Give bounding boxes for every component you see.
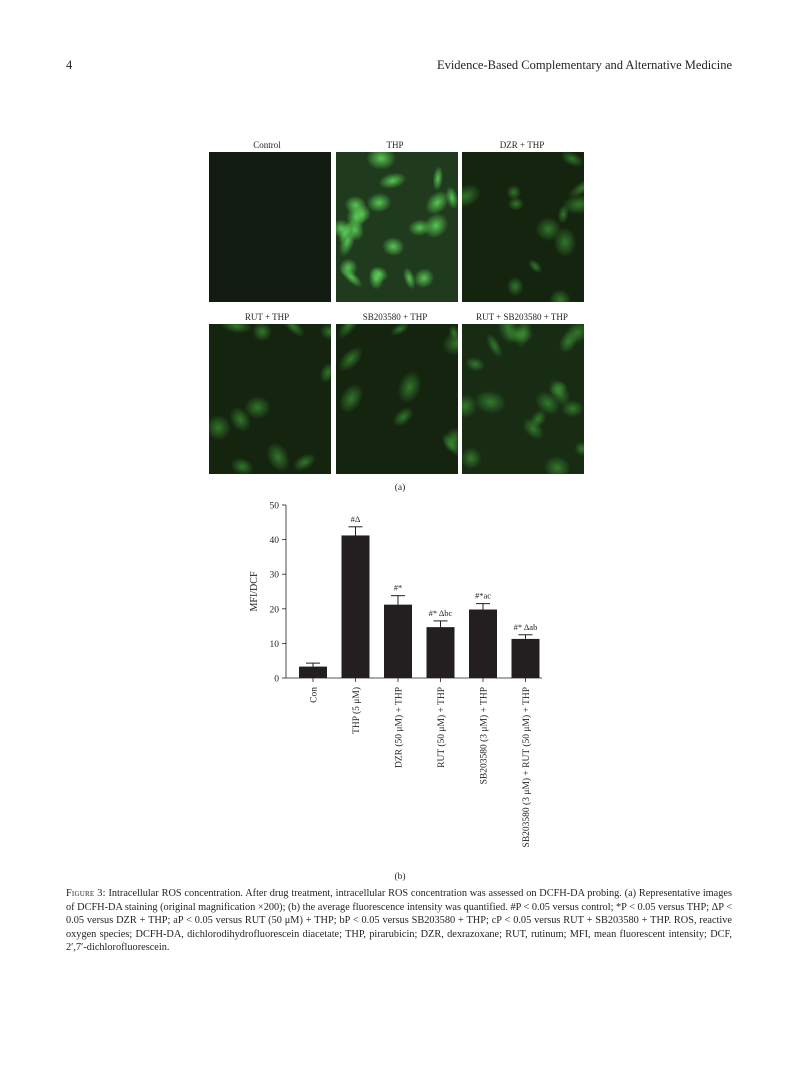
y-tick-label: 30 — [269, 570, 279, 581]
caption-label: Figure 3: — [66, 888, 106, 899]
y-tick-label: 50 — [269, 501, 279, 512]
micrograph-sb-thp — [336, 324, 458, 474]
micrograph-rut-sb-thp — [462, 324, 584, 474]
cell-blob — [369, 268, 384, 290]
running-head: Evidence-Based Complementary and Alternative Medicine — [436, 58, 732, 72]
micrograph-title-sb-thp: SB203580 + THP — [362, 312, 428, 322]
x-tick-label: DZR (50 μM) + THP — [394, 687, 405, 769]
x-tick-label: RUT (50 μM) + THP — [437, 687, 447, 768]
y-tick-label: 10 — [269, 639, 279, 650]
cell-blob — [507, 277, 524, 297]
micrograph-thp — [336, 152, 458, 302]
bar — [512, 639, 540, 678]
bar — [427, 627, 455, 678]
panel-a-label: (a) — [394, 483, 406, 493]
x-tick-label: SB203580 (3 μM) + RUT (50 μM) + THP — [522, 687, 532, 848]
significance-label: #* Δab — [513, 621, 538, 632]
y-tick-label: 20 — [269, 605, 279, 616]
bar — [469, 609, 497, 678]
page-number: 4 — [66, 58, 73, 72]
micrograph-title-control: Control — [253, 140, 281, 150]
bar — [384, 605, 412, 678]
micrograph-rut-thp — [209, 324, 331, 474]
significance-label: #*ac — [474, 590, 492, 601]
x-tick-label: SB203580 (3 μM) + THP — [479, 687, 490, 785]
x-tick-label: THP (5 μM) — [352, 687, 362, 734]
figure-caption — [66, 887, 732, 955]
significance-label: #* — [393, 582, 403, 593]
bar-chart — [230, 495, 560, 870]
y-axis-label: MFI/DCF — [249, 571, 260, 612]
micrograph-title-rut-thp: RUT + THP — [244, 312, 290, 322]
micrograph-title-rut-sb-thp: RUT + SB203580 + THP — [476, 312, 568, 322]
y-tick-label: 40 — [269, 536, 279, 547]
micrograph-dzr-thp — [462, 152, 584, 302]
bar — [299, 667, 327, 678]
micrograph-title-thp: THP — [386, 140, 404, 150]
caption-text: Intracellular ROS concentration. After drug treatment, intracellular ROS concentration was assessed on DCFH-DA probing. (a) Representative images of DCFH-DA staining (original magnification ×200); (b) the average fluorescence intensity was quantified. #P < 0.05 versus control; *P < 0.05 versus THP; ΔP < 0.05 versus DZR + THP; aP < 0.05 versus RUT (50 μM) + THP; bP < 0.05 versus SB203580 + THP; cP < 0.05 versus RUT + SB203580 + THP. ROS, reactive oxygen species; DCFH-DA, dichlorodihydrofluorescein diacetate; THP, pirarubicin; DZR, dexrazoxane; RUT, rutinum; MFI, mean fluorescent intensity; DCF, 2′,7′-dichlorofluorescein. — [66, 888, 732, 954]
micrograph-control — [209, 152, 331, 302]
micrograph-title-dzr-thp: DZR + THP — [499, 140, 545, 150]
significance-label: #Δ — [350, 513, 361, 524]
significance-label: #* Δbc — [428, 607, 453, 618]
y-tick-label: 0 — [274, 674, 279, 685]
panel-b-label: (b) — [394, 872, 406, 882]
x-tick-label: Con — [309, 687, 320, 703]
bar — [342, 535, 370, 678]
